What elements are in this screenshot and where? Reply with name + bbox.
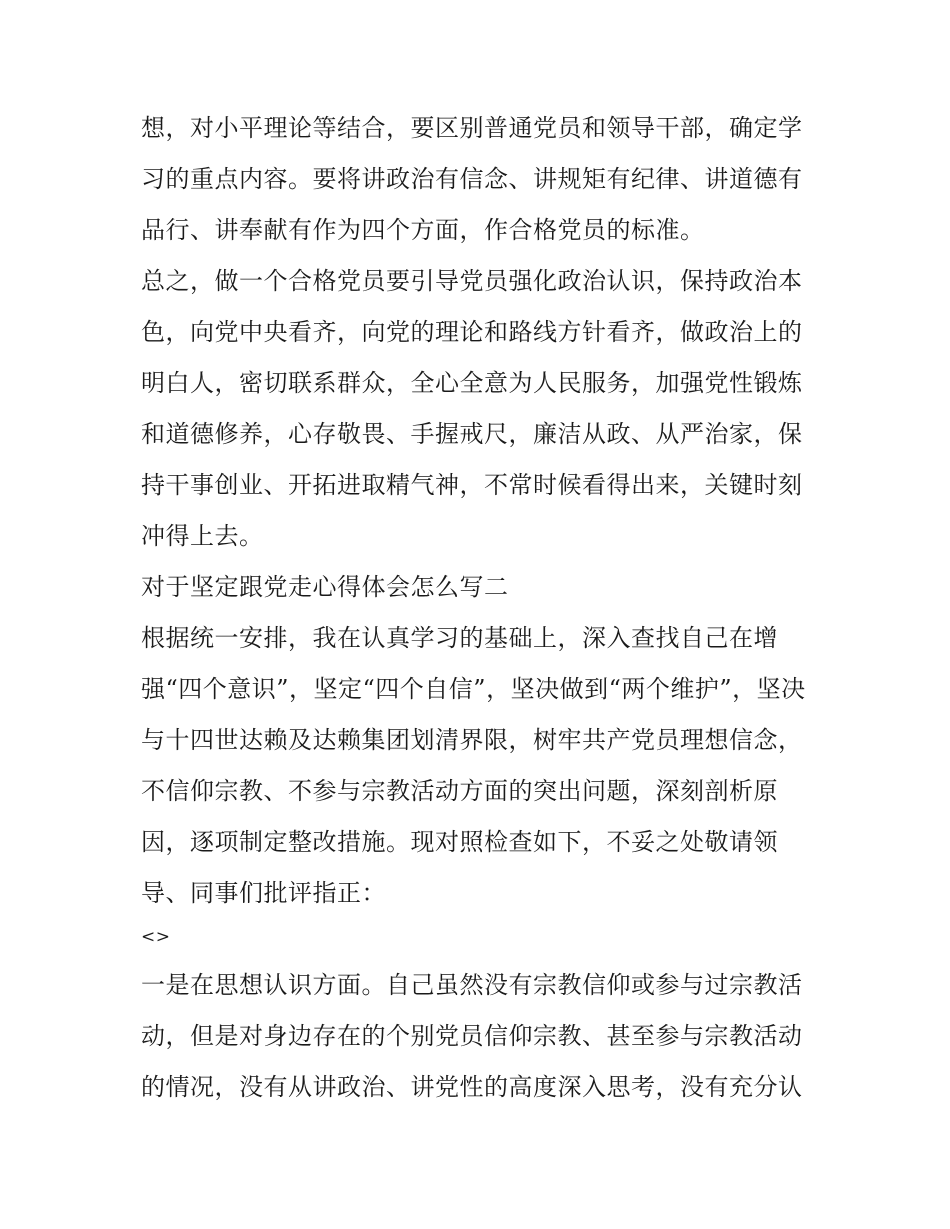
text-line: 想，对小平理论等结合，要区别普通党员和领导干部，确定学: [141, 114, 803, 142]
text-line: 持干事创业、开拓进取精气神，不常时候看得出来，关键时刻: [141, 471, 803, 499]
text-line: 的情况，没有从讲政治、讲党性的高度深入思考，没有充分认: [141, 1073, 803, 1101]
text-line: 因，逐项制定整改措施。现对照检查如下，不妥之处敬请领: [141, 828, 778, 856]
section-heading: 对于坚定跟党走心得体会怎么写二: [141, 573, 509, 601]
text-line: 导、同事们批评指正：: [141, 879, 386, 907]
placeholder-marker: <>: [141, 927, 171, 947]
text-line: 不信仰宗教、不参与宗教活动方面的突出问题，深刻剖析原: [141, 777, 778, 805]
text-line: 品行、讲奉献有作为四个方面，作合格党员的标准。: [141, 216, 705, 244]
text-line: 冲得上去。: [141, 522, 264, 550]
text-line: 强“四个意识”，坚定“四个自信”，坚决做到“两个维护”，坚决: [141, 675, 806, 703]
text-line: 动，但是对身边存在的个别党员信仰宗教、甚至参与宗教活动: [141, 1022, 803, 1050]
text-line: 总之，做一个合格党员要引导党员强化政治认识，保持政治本: [141, 267, 803, 295]
text-line: 根据统一安排，我在认真学习的基础上，深入查找自己在增: [141, 624, 778, 652]
text-line: 明白人，密切联系群众，全心全意为人民服务，加强党性锻炼: [141, 369, 803, 397]
text-line: 与十四世达赖及达赖集团划清界限，树牢共产党员理想信念，: [141, 726, 803, 754]
text-line: 和道德修养，心存敬畏、手握戒尺，廉洁从政、从严治家，保: [141, 420, 803, 448]
text-line: 一是在思想认识方面。自己虽然没有宗教信仰或参与过宗教活: [141, 971, 803, 999]
text-line: 习的重点内容。要将讲政治有信念、讲规矩有纪律、讲道德有: [141, 165, 803, 193]
text-line: 色，向党中央看齐，向党的理论和路线方针看齐，做政治上的: [141, 318, 803, 346]
